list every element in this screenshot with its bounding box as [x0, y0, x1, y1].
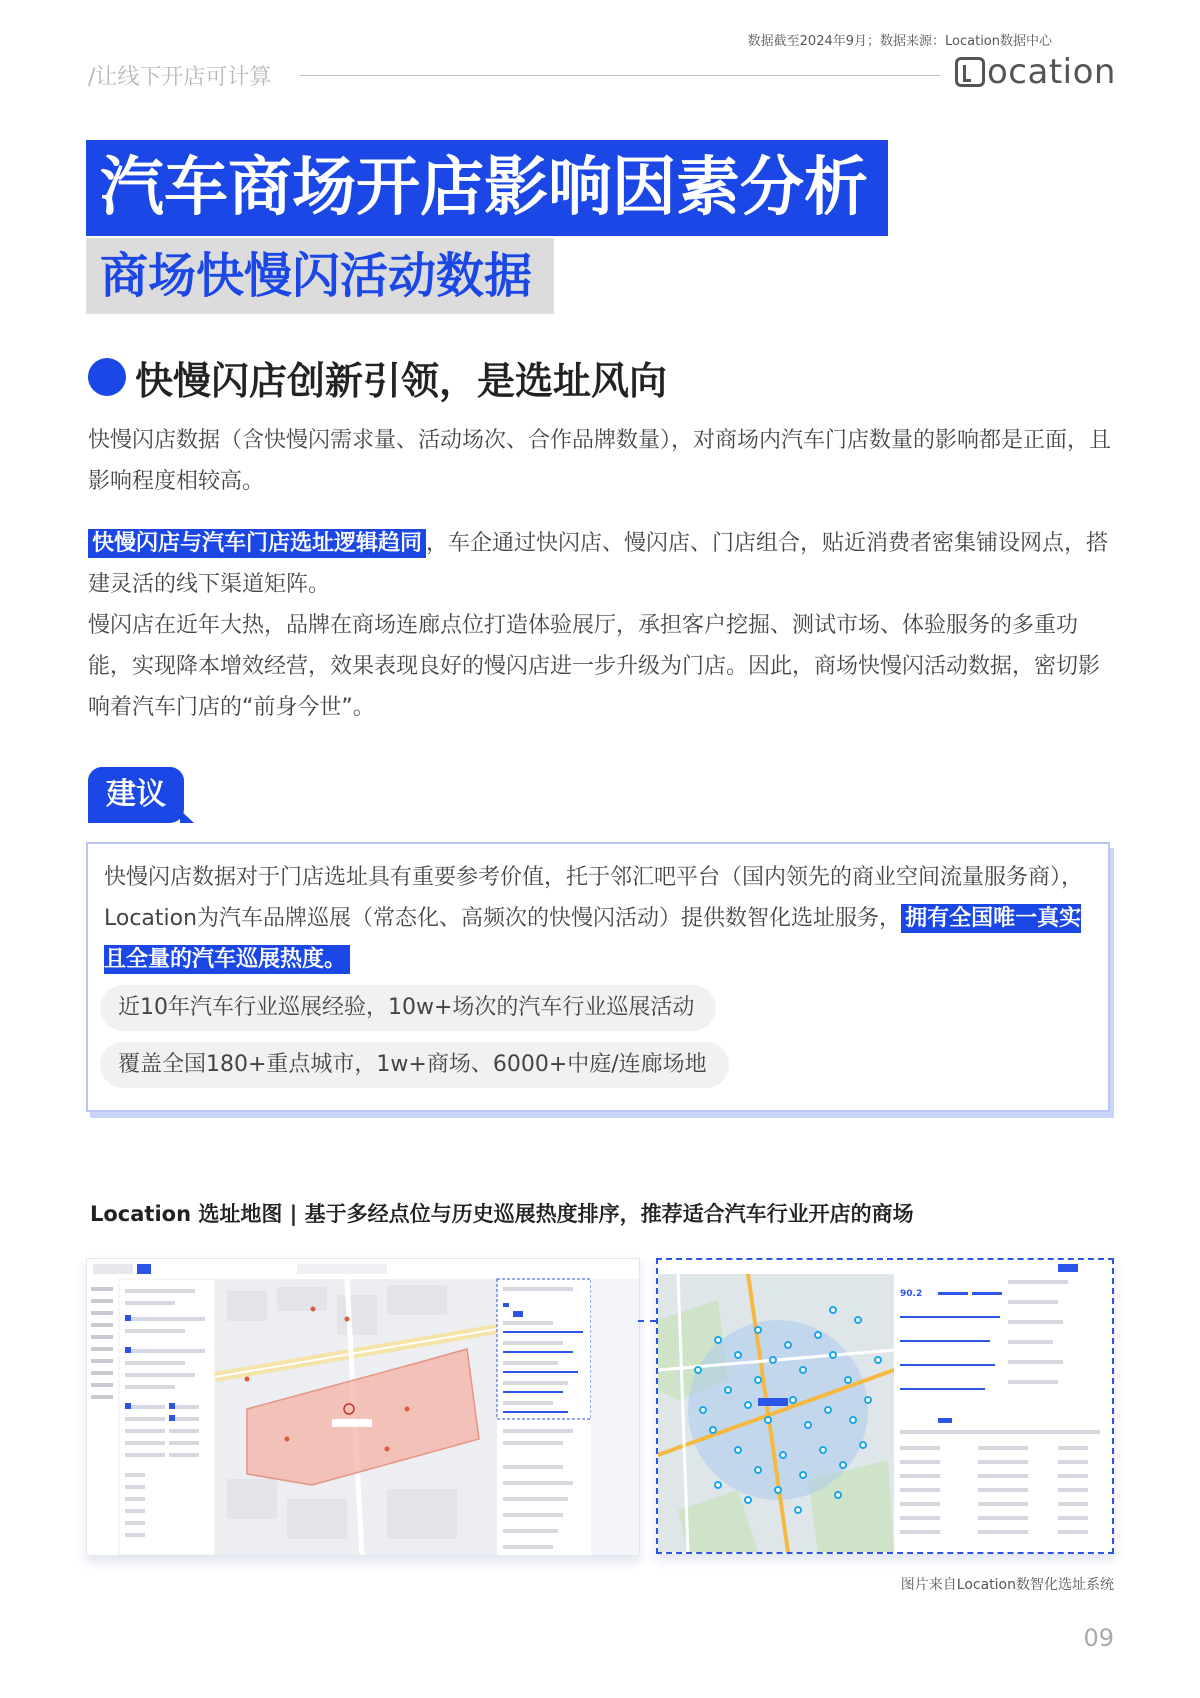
logo-mark-icon [955, 57, 985, 87]
suggestion-text [104, 857, 1100, 980]
section-heading: 快慢闪店创新引领，是选址风向 [135, 359, 668, 403]
score-value: 90.2 [900, 1289, 923, 1299]
figure-connector-line [638, 1320, 656, 1322]
page-subtitle: 商场快慢闪活动数据 [86, 238, 554, 314]
data-source-note: 数据截至2024年9月；数据来源：Location数据中心 [747, 34, 1052, 49]
map-right-graphic [658, 1260, 1112, 1552]
paragraph-2 [88, 523, 1120, 605]
map-left-graphic [87, 1259, 639, 1555]
location-logo [955, 52, 1116, 92]
page-number: 09 [1083, 1624, 1114, 1652]
paragraph-2-text: ，车企通过快闪店、慢闪店、门店组合，贴近消费者密集铺设网点，搭建灵活的线下渠道矩阵。 [88, 531, 1109, 597]
header-divider [300, 75, 940, 76]
suggestion-tab-tail [180, 810, 194, 823]
paragraph-2-highlight: 快慢闪店与汽车门店选址逻辑趋同 [88, 529, 426, 558]
suggestion-bullet-1: 近10年汽车行业巡展经验，10w+场次的汽车行业巡展活动 [100, 985, 716, 1031]
page-title: 汽车商场开店影响因素分析 [86, 140, 888, 236]
suggestion-tab: 建议 [88, 767, 184, 823]
suggestion-bullet-2: 覆盖全国180+重点城市，1w+商场、6000+中庭/连廊场地 [100, 1042, 729, 1088]
paragraph-1: 快慢闪店数据（含快慢闪需求量、活动场次、合作品牌数量），对商场内汽车门店数量的影响都是正面，且影响程度相较高。 [88, 428, 1112, 494]
figure-caption: Location 选址地图 | 基于多经点位与历史巡展热度排序，推荐适合汽车行业开店的商场 [90, 1202, 914, 1226]
map-screenshot-left [86, 1258, 640, 1556]
suggestion-highlight: 拥有全国唯一真实且全量的汽车巡展热度。 [104, 906, 1082, 972]
paragraph-3: 慢闪店在近年大热，品牌在商场连廊点位打造体验展厅，承担客户挖掘、测试市场、体验服务的多重功能，实现降本增效经营，效果表现良好的慢闪店进一步升级为门店。因此，商场快慢闪活动数据，密切影响着汽车门店的“前身今世”。 [88, 613, 1101, 720]
suggestion-body: 快慢闪店数据对于门店选址具有重要参考价值，托于邻汇吧平台（国内领先的商业空间流量服务商），Location为汽车品牌巡展（常态化、高频次的快慢闪活动）提供数智化选址服务， [104, 865, 1084, 931]
tagline: /让线下开店可计算 [88, 65, 272, 90]
logo-text: ocation [987, 52, 1116, 92]
map-screenshot-right [656, 1258, 1114, 1554]
section-bullet-icon [88, 358, 126, 396]
image-credit: 图片来自Location数智化选址系统 [900, 1577, 1114, 1593]
